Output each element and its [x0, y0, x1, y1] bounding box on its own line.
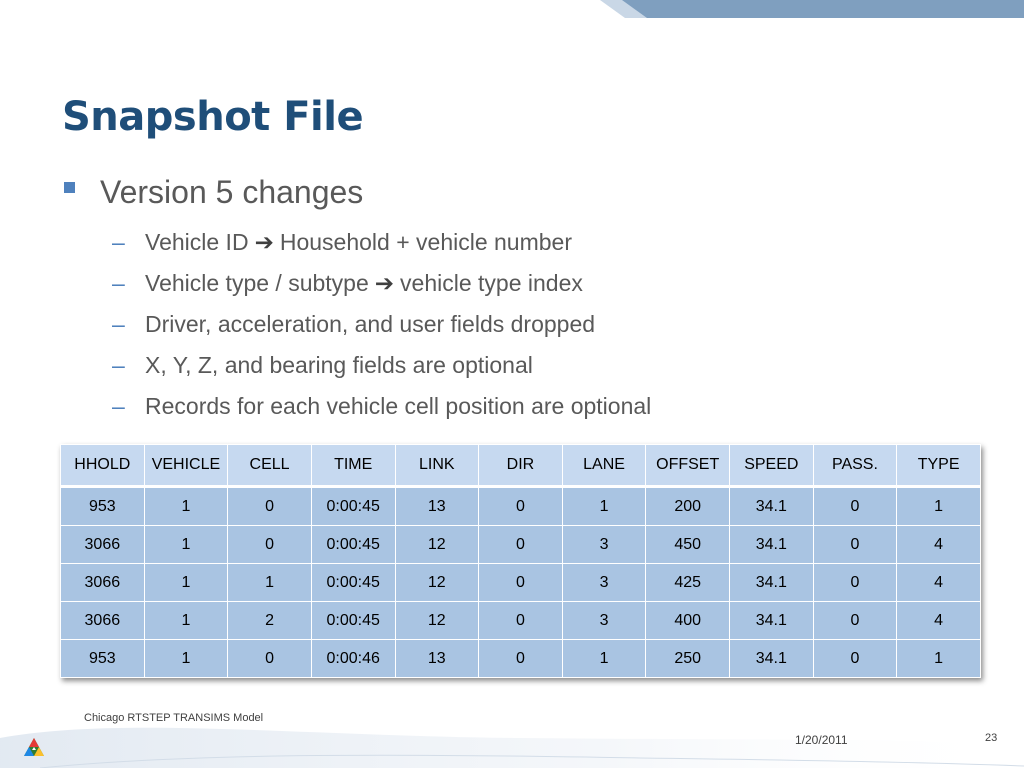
sub-bullet	[112, 222, 651, 263]
table-cell: 400	[646, 602, 730, 640]
organization-logo-icon	[22, 736, 46, 760]
table-cell: 3066	[61, 564, 145, 602]
table-header-cell: CELL	[228, 445, 312, 487]
slide-title: Snapshot File	[62, 94, 364, 140]
table-cell: 0	[479, 602, 563, 640]
table-cell: 1	[144, 564, 228, 602]
square-bullet-icon	[64, 182, 75, 193]
table-cell: 12	[395, 526, 479, 564]
table-cell: 3066	[61, 602, 145, 640]
table-cell: 953	[61, 640, 145, 678]
table-header-cell: VEHICLE	[144, 445, 228, 487]
table-cell: 0:00:46	[311, 640, 395, 678]
sub-bullet-text-after: vehicle type index	[400, 270, 583, 296]
table-header-cell: SPEED	[730, 445, 814, 487]
table-cell: 12	[395, 602, 479, 640]
table-cell: 0:00:45	[311, 602, 395, 640]
table-cell: 1	[562, 487, 646, 526]
table-header-cell: DIR	[479, 445, 563, 487]
table-cell: 0:00:45	[311, 564, 395, 602]
table-cell: 13	[395, 640, 479, 678]
table-cell: 34.1	[730, 640, 814, 678]
table-cell: 1	[562, 640, 646, 678]
slide-number: 23	[985, 732, 998, 744]
table-cell: 1	[144, 526, 228, 564]
right-arrow-icon: ➔	[374, 270, 395, 296]
table-cell: 1	[897, 640, 981, 678]
table-row	[61, 526, 981, 564]
table-cell: 200	[646, 487, 730, 526]
sub-bullet-text: Vehicle type / subtype	[145, 270, 369, 296]
dash-bullet-icon: –	[112, 270, 125, 296]
table-cell: 0:00:45	[311, 487, 395, 526]
table-cell: 1	[144, 487, 228, 526]
table-row	[61, 487, 981, 526]
table-cell: 13	[395, 487, 479, 526]
table-header-row	[61, 445, 981, 487]
sub-bullet-text: X, Y, Z, and bearing fields are optional	[145, 352, 533, 378]
sub-bullet	[112, 345, 651, 386]
table-header-cell: TIME	[311, 445, 395, 487]
table-cell: 1	[897, 487, 981, 526]
table-cell: 1	[144, 602, 228, 640]
table-cell: 450	[646, 526, 730, 564]
table-header-cell: PASS.	[813, 445, 897, 487]
table-cell: 0	[813, 564, 897, 602]
table-header-cell: HHOLD	[61, 445, 145, 487]
table-cell: 0	[479, 487, 563, 526]
dash-bullet-icon: –	[112, 352, 125, 378]
sub-bullet	[112, 386, 651, 427]
table-cell: 3	[562, 602, 646, 640]
table-cell: 0	[813, 640, 897, 678]
table-cell: 12	[395, 564, 479, 602]
bullet-level-1	[64, 172, 363, 212]
table-cell: 3	[562, 526, 646, 564]
table-cell: 34.1	[730, 564, 814, 602]
sub-bullet-text: Vehicle ID	[145, 229, 249, 255]
table-row	[61, 640, 981, 678]
sub-bullet	[112, 304, 651, 345]
table-cell: 425	[646, 564, 730, 602]
table-cell: 0	[479, 640, 563, 678]
table-cell: 1	[228, 564, 312, 602]
table-cell: 2	[228, 602, 312, 640]
table-cell: 4	[897, 564, 981, 602]
dash-bullet-icon: –	[112, 311, 125, 337]
table-cell: 0	[813, 602, 897, 640]
table-header-cell: LANE	[562, 445, 646, 487]
table-cell: 4	[897, 602, 981, 640]
table-header-cell: OFFSET	[646, 445, 730, 487]
table-cell: 34.1	[730, 487, 814, 526]
sub-bullet	[112, 263, 651, 304]
table-cell: 250	[646, 640, 730, 678]
table-row	[61, 602, 981, 640]
sub-bullet-text: Driver, acceleration, and user fields dropped	[145, 311, 596, 337]
top-decorative-band	[0, 0, 1024, 20]
table-cell: 3066	[61, 526, 145, 564]
table-header-cell: LINK	[395, 445, 479, 487]
sub-bullet-text: Records for each vehicle cell position are optional	[145, 393, 652, 419]
dash-bullet-icon: –	[112, 229, 125, 255]
table-cell: 0	[813, 487, 897, 526]
table-cell: 0	[228, 487, 312, 526]
table-cell: 1	[144, 640, 228, 678]
table-cell: 3	[562, 564, 646, 602]
table-cell: 34.1	[730, 602, 814, 640]
right-arrow-icon: ➔	[254, 229, 274, 255]
footer-date: 1/20/2011	[795, 733, 848, 747]
table-cell: 4	[897, 526, 981, 564]
table-cell: 0	[479, 526, 563, 564]
footer-model-name: Chicago RTSTEP TRANSIMS Model	[84, 712, 264, 724]
table-header-cell: TYPE	[897, 445, 981, 487]
table-cell: 34.1	[730, 526, 814, 564]
sub-bullet-text-after: Household + vehicle number	[279, 229, 572, 255]
bullet-text: Version 5 changes	[100, 173, 364, 210]
dash-bullet-icon: –	[112, 393, 125, 419]
table-cell: 0:00:45	[311, 526, 395, 564]
table-cell: 953	[61, 487, 145, 526]
table-body	[61, 487, 981, 678]
table-row	[61, 564, 981, 602]
table-cell: 0	[228, 526, 312, 564]
table-cell: 0	[479, 564, 563, 602]
snapshot-table	[60, 444, 981, 678]
sub-bullet-list	[112, 222, 651, 427]
table-cell: 0	[813, 526, 897, 564]
table-cell: 0	[228, 640, 312, 678]
